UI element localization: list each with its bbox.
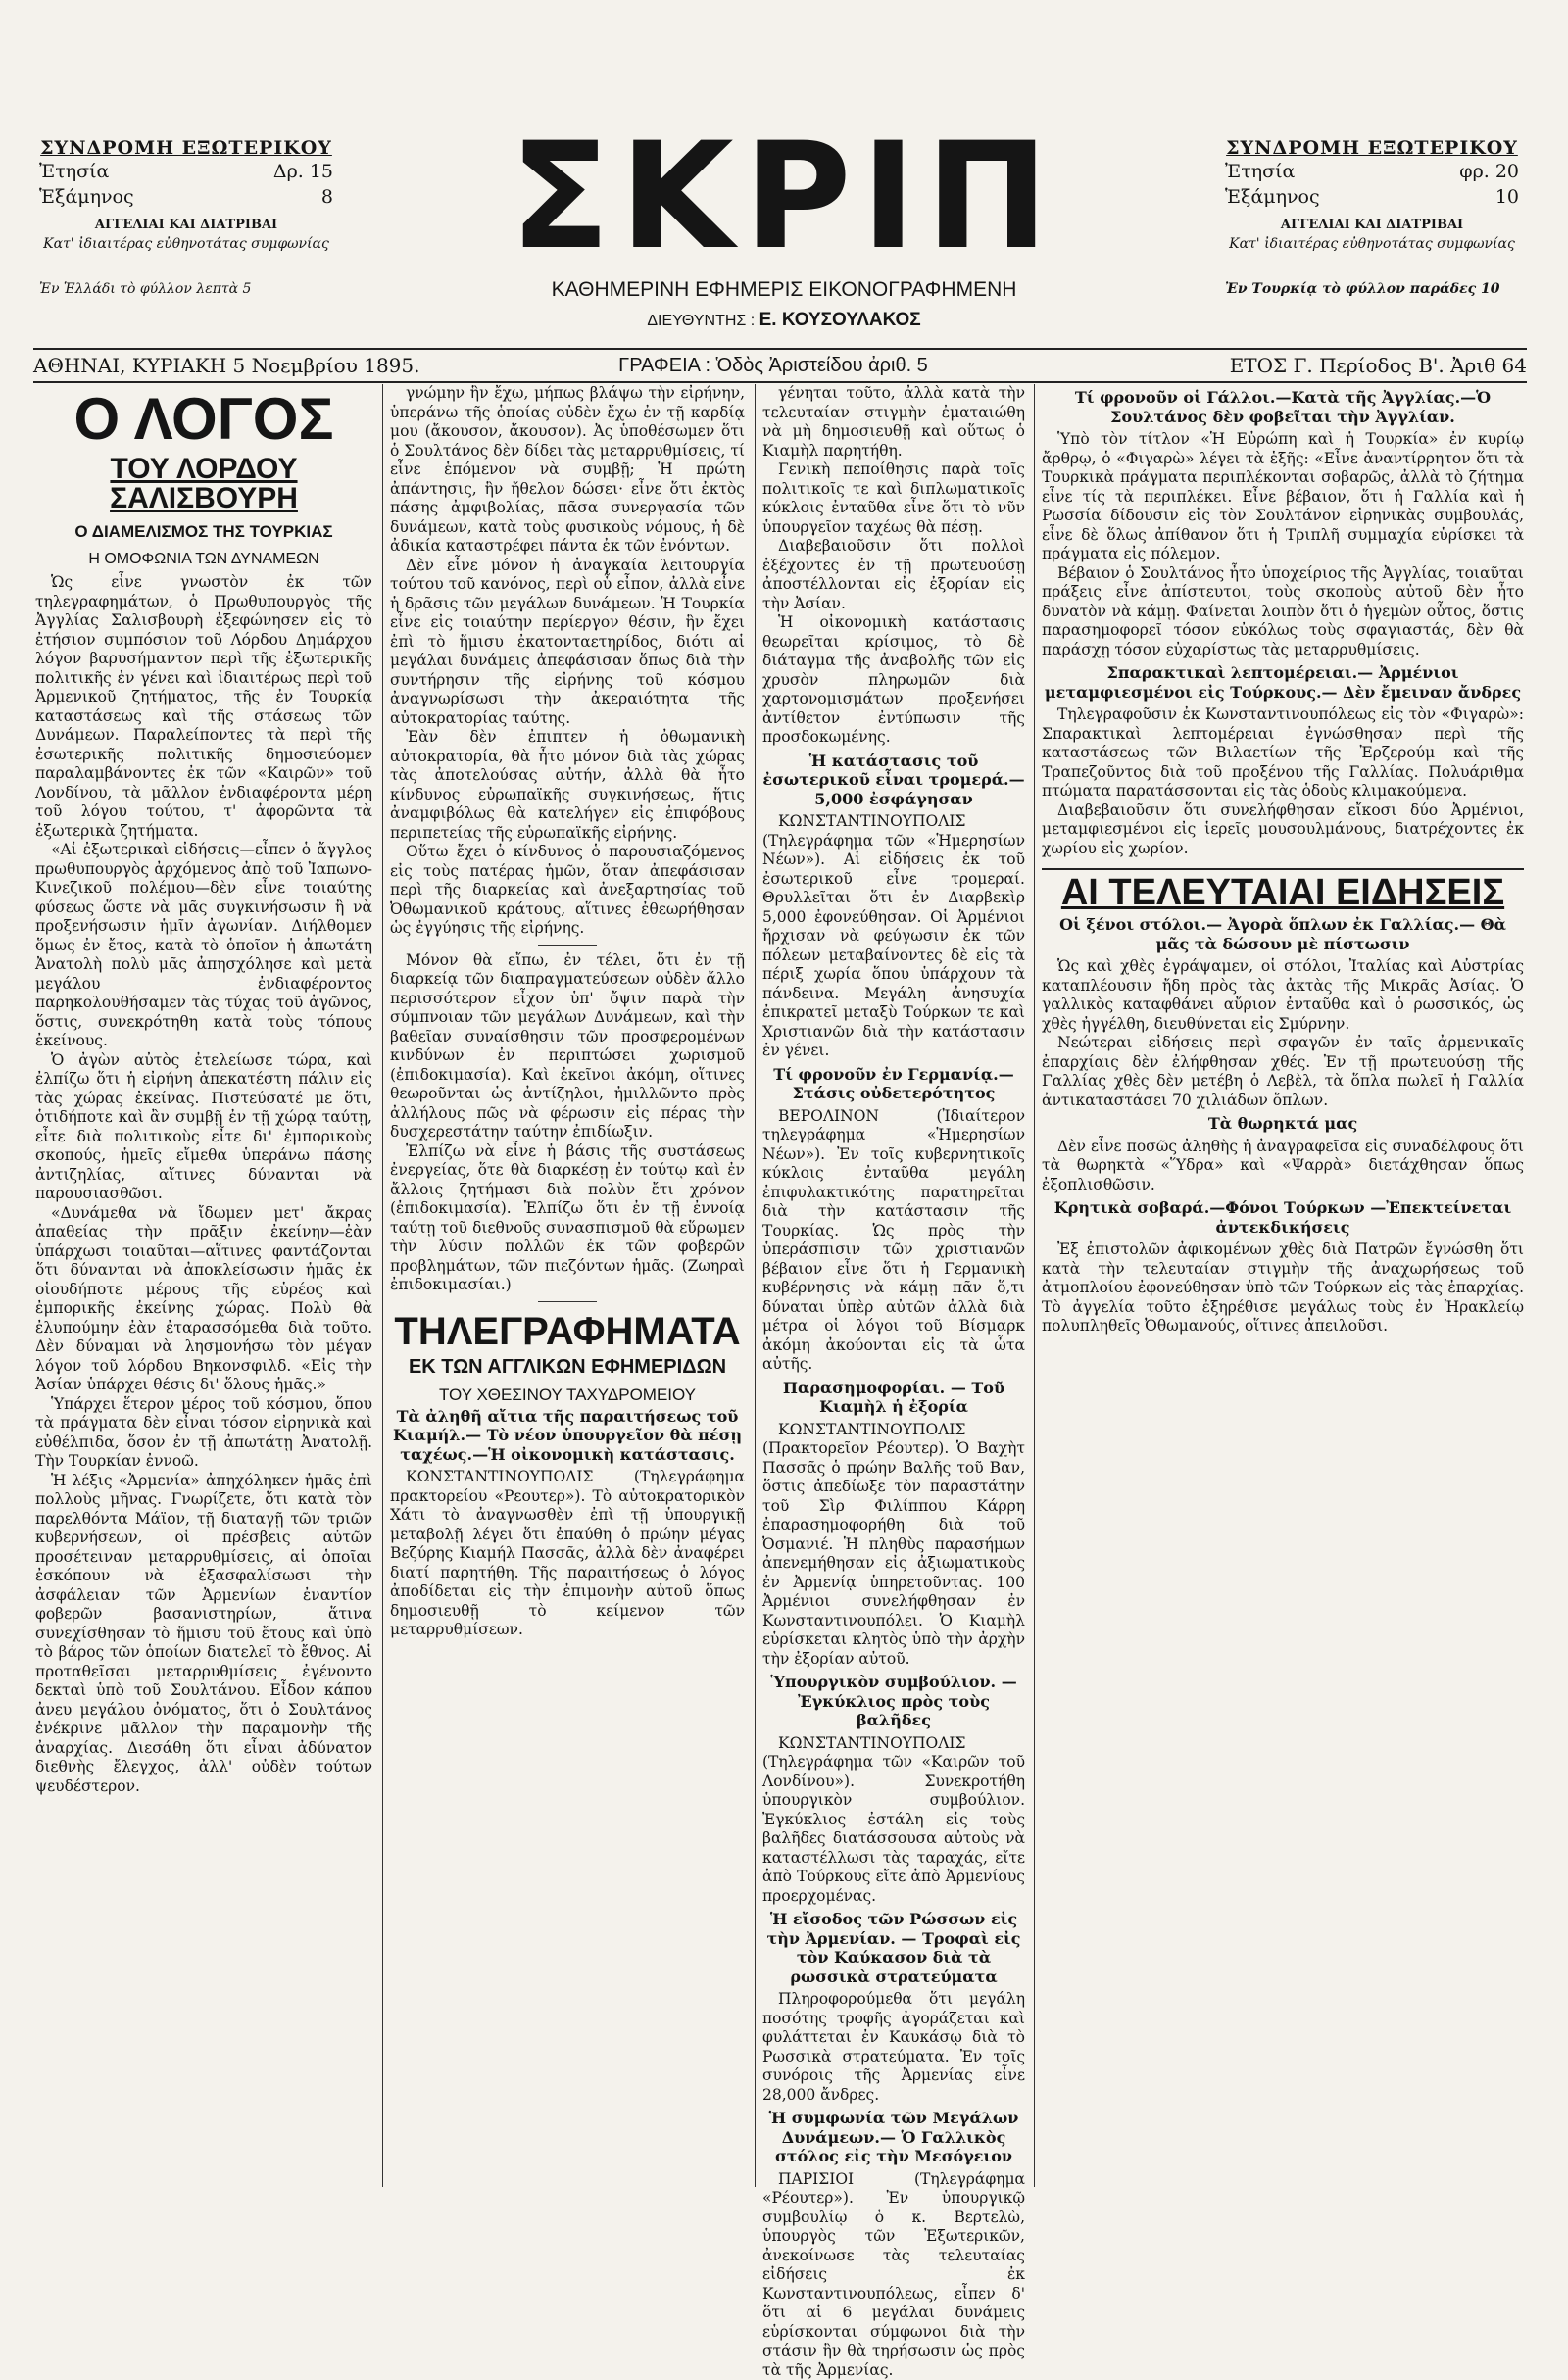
- subscription-row: [39, 159, 333, 184]
- column-1: [35, 384, 372, 2207]
- masthead: [412, 123, 1156, 331]
- article-paragraph: Πληροφορούμεθα ὅτι μεγάλη ποσότης τροφῆς ἀγοράζεται καὶ φυλάττεται ἐν Καυκάσῳ διὰ τὸ Ρωσσικὰ στρατεύματα. Ἐν τοῖς συνόροις τῆς Ἀρμενίας εἶνε 28,000 ἄνδρες.: [762, 1990, 1025, 2105]
- dateline: [33, 348, 1527, 383]
- article-heading: Ἡ εἴσοδος τῶν Ρώσσων εἰς τὴν Ἀρμενίαν. — Τροφαὶ εἰς τὸν Καύκασον διὰ τὰ ρωσσικὰ στρατεύματα: [762, 1910, 1025, 1986]
- column-2: [390, 384, 745, 2207]
- subscription-label: Ἑξάμηνος: [1225, 184, 1320, 210]
- article-paragraph: γνώμην ἣν ἔχω, μήπως βλάψω τὴν εἰρήνην, ὑπεράνω τῆς ὁποίας οὐδὲν ἔχω ἐν τῇ καρδίᾳ μου (ἄκουσον, ἄκουσον). Ἀς ὑποθέσωμεν ὅτι ὁ Σουλτάνος δὲν δίδει τὰς μεταρρυθμίσεις, τί εἶνε ἑπόμενον νὰ συμβῇ; Ἡ πρώτη ἀπάντησις, ἣν ἤθελον δώσει· εἶνε ὅτι ἐκτὸς πάσης ἀμφιβολίας, πᾶσα συνεργασία τῶν δυνάμεων, κατὰ τοὺς φυσικοὺς νόμους, ἡ δὲ ἀδικία καταστρέφει πάντα ἐκ τῶν ἐνόντων.: [390, 384, 745, 557]
- subscription-price: φρ. 20: [1459, 159, 1519, 184]
- tagline: ΚΑΘΗΜΕΡΙΝΗ ΕΦΗΜΕΡΙΣ ΕΙΚΟΝΟΓΡΑΦΗΜΕΝΗ: [412, 278, 1156, 302]
- subscription-price: 8: [321, 184, 333, 210]
- article-paragraph: Διαβεβαιοῦσιν ὅτι πολλοὶ ἐξέχοντες ἐν τῇ πρωτευούσῃ ἀποστέλλονται εἰς ἐξορίαν εἰς τὴν Ἀσίαν.: [762, 537, 1025, 613]
- article-paragraph: Ἡ λέξις «Ἀρμενία» ἀπηχόληκεν ἡμᾶς ἐπὶ πολλοὺς μῆνας. Γνωρίζετε, ὅτι κατὰ τὸν παρελθόντα Μάϊον, τῇ διαταγῇ τῶν τριῶν κυβερνήσεων, οἱ πρέσβεις αὐτῶν προσέτειναν μεταρρυθμίσεις, αἱ ὁποῖαι ἐσκόπουν νὰ ἐξασφαλίσωσι τὴν ἀσφάλειαν τῶν Ἀρμενίων ἐναντίον φοβερῶν βασανιστηρίων, ἅτινα συνεχίσθησαν τὸ ἥμισυ τοῦ ἔτους καὶ ὑπὸ τὸ βάρος τῶν ὁποίων διατελεῖ τὸ ἔθνος. Αἱ προταθεῖσαι μεταρρυθμίσεις ἐγένοντο δεκταὶ ὑπὸ τοῦ Σουλτάνου. Εἶδον κάπου ἀνευ μεγάλου ὀνόματος, ὅτι ὁ Σουλτάνος ἐνέκρινε μᾶλλον τὴν παραμονὴν τῆς ἀναρχίας. Διεσάθη ὅτι εἶναι ἀδύνατον διεθνὴς ἔλεγχος, ἀλλ' οὐδὲν τούτων ψευδέστερον.: [35, 1472, 372, 1797]
- article-paragraph: Διαβεβαιοῦσιν ὅτι συνελήφθησαν εἴκοσι δύο Ἀρμένιοι, μεταμφιεσμένοι εἰς ἱερεῖς μουσουλμάνους, διατρέχοντες ἐκ χωρίου εἰς χωρίον.: [1042, 801, 1524, 859]
- subscription-label: Ἐτησία: [39, 159, 109, 184]
- article-heading: Παρασημοφορίαι. — Τοῦ Κιαμὴλ ἡ ἐξορία: [762, 1379, 1025, 1417]
- sale-note: Ἐν Τουρκίᾳ τὸ φύλλον παράδες 10: [1225, 281, 1519, 297]
- article-heading: Τί φρονοῦν ἐν Γερμανίᾳ.—Στάσις οὐδετερότητος: [762, 1065, 1025, 1103]
- article-paragraph: Ὡς εἶνε γνωστὸν ἐκ τῶν τηλεγραφημάτων, ὁ Πρωθυπουργὸς τῆς Ἀγγλίας Σαλισβουρὴ ἐξεφώνησεν εἰς τὸ ἐτήσιον συμπόσιον τοῦ Λόρδου Δημάρχου λόγον βαρυσήμαντον περὶ τῆς ἐξωτερικῆς πολιτικῆς ἐν γένει καὶ ἰδιαιτέρως περὶ τοῦ Ἀρμενικοῦ ζητήματος, τῆς ἐν Τουρκίᾳ καταστάσεως καὶ τῆς στάσεως τῶν Δυνάμεων. Παραλείποντες τὰ περὶ τῆς ἐσωτερικῆς πολιτικῆς δημοσιεύομεν παραλαμβάνοντες ἐκ τῶν «Καιρῶν» τοῦ Λονδίνου, τὰ μᾶλλον ἐνδιαφέροντα μέρη τοῦ λόγου τούτου, τ' ἀφορῶντα τὰ ἐξωτερικὰ ζητήματα.: [35, 573, 372, 841]
- article-heading: Τὰ θωρηκτά μας: [1042, 1114, 1524, 1134]
- headline: ΑΙ ΤΕΛΕΥΤΑΙΑΙ ΕΙΔΗΣΕΙΣ: [1042, 874, 1524, 911]
- subscription-label: Ἐτησία: [1225, 159, 1295, 184]
- article-paragraph: ΚΩΝΣΤΑΝΤΙΝΟΥΠΟΛΙΣ (Πρακτορεῖον Ρέουτερ). Ὁ Βαχὴτ Πασσᾶς ὁ πρώην Βαλῆς τοῦ Βαν, ὅστις ἀπεδίωξε τὸν παραστάτην τοῦ Σὶρ Φιλίππου Κάρρη ἐπαρασημοφορήθη διὰ τοῦ Ὀσμανιέ. Ἡ πληθὺς παρασήμων ἀπενεμήθησαν εἰς ἀξιωματικοὺς ἐν Ἀρμενίᾳ ὑπηρετοῦντας. 100 Ἀρμένιοι συνελήφθησαν ἐν Κωνσταντινουπόλει. Ὁ Κιαμὴλ εὑρίσκεται κλητὸς ὑπὸ τὴν ἀρχὴν τὴν ἐξορίαν αὐτοῦ.: [762, 1421, 1025, 1670]
- subscription-row: [1225, 184, 1519, 210]
- article-paragraph: Μόνον θὰ εἴπω, ἐν τέλει, ὅτι ἐν τῇ διαρκείᾳ τῶν διαπραγματεύσεων οὐδὲν ἄλλο περισσότερον εἶχον ὑπ' ὄψιν παρὰ τὴν σύμπνοιαν τῶν μεγάλων Δυνάμεων, καὶ τὴν βαθεῖαν συναίσθησιν τῶν προσφερομένων κινδύνων ἐν περιπτώσει χωρισμοῦ (ἐπιδοκιμασία). Καὶ ἐκεῖνοι ἀκόμη, οἵτινες θεωροῦνται ὡς ἀντίζηλοι, ἠμιλλῶντο πρὸς ἀλλήλους πῶς νὰ φέρωσιν εἰς πέρας τὴν δυσχερεστάτην ταύτην ἐπιδίωξιν.: [390, 951, 745, 1142]
- subscription-title: ΣΥΝΔΡΟΜΗ ΕΞΩΤΕΡΙΚΟΥ: [1225, 137, 1519, 159]
- subscription-row: [39, 184, 333, 210]
- column-4: [1042, 384, 1524, 2207]
- director-name: Ε. ΚΟΥΣΟΥΛΑΚΟΣ: [760, 310, 921, 330]
- article-paragraph: Οὕτω ἔχει ὁ κίνδυνος ὁ παρουσιαζόμενος εἰς τοὺς πατέρας ἡμῶν, ὅταν ἀπεφάσισαν περὶ τῆς διαρκείας καὶ ἀνεξαρτησίας τοῦ Ὀθωμανικοῦ κράτους, αἵτινες ἐθεωρήθησαν ὡς ἐγγύησις τῆς εἰρήνης.: [390, 843, 745, 939]
- section-heading: Η ΟΜΟΦΩΝΙΑ ΤΩΝ ΔΥΝΑΜΕΩΝ: [35, 552, 372, 567]
- article-heading: Ἡ κατάστασις τοῦ ἐσωτερικοῦ εἶναι τρομερά.— 5,000 ἐσφάγησαν: [762, 752, 1025, 809]
- subheadline: ΕΚ ΤΩΝ ΑΓΓΛΙΚΩΝ ΕΦΗΜΕΡΙΔΩΝ: [390, 1357, 745, 1377]
- article-paragraph: ΠΑΡΙΣΙΟΙ (Τηλεγράφημα «Ρέουτερ»). Ἐν ὑπουργικῷ συμβουλίῳ ὁ κ. Βερτελὼ, ὑπουργὸς τῶν Ἐξωτερικῶν, ἀνεκοίνωσε τὰς τελευταίας εἰδήσεις ἐκ Κωνσταντινουπόλεως, εἶπεν δ' ὅτι αἱ 6 μεγάλαι δυνάμεις εὑρίσκονται σύμφωνοι διὰ τὴν στάσιν ἣν θὰ τηρήσωσιν ὡς πρὸς τὰ τῆς Ἀρμενίας.: [762, 2170, 1025, 2380]
- article-paragraph: Γενικὴ πεποίθησις παρὰ τοῖς πολιτικοῖς τε καὶ διπλωματικοῖς κύκλοις ἐνταῦθα εἶνε ὅτι τὸ νῦν ὑπουργεῖον ταχέως θὰ πέσῃ.: [762, 461, 1025, 537]
- article-paragraph: ΚΩΝΣΤΑΝΤΙΝΟΥΠΟΛΙΣ (Τηλεγράφημα τῶν «Καιρῶν τοῦ Λονδίνου»). Συνεκροτήθη ὑπουργικὸν συμβούλιον. Ἐγκύκλιος ἐστάλη εἰς τοὺς βαλῆδες διατάσσουσα αὐτοὺς νὰ καταστέλλωσι τὰς ταραχάς, εἴτε ἀπὸ Τούρκους εἴτε ἀπὸ Ἀρμενίους προερχομένας.: [762, 1734, 1025, 1907]
- subscription-box-right: [1225, 137, 1519, 297]
- article-paragraph: Ὡς καὶ χθὲς ἐγράψαμεν, οἱ στόλοι, Ἰταλίας καὶ Αὐστρίας καταπλέουσιν ἤδη πρὸς τὰς ἀκτὰς τῆς Μικρᾶς Ἀσίας. Ὁ γαλλικὸς καταφθάνει αὔριον ἐνταῦθα καὶ ὁ ρωσσικός, ὡς χθὲς ἠγγέλθη, διευθύνεται εἰς Σμύρνην.: [1042, 957, 1524, 1034]
- article-paragraph: Ὁ ἀγὼν αὐτὸς ἐτελείωσε τώρα, καὶ ἐλπίζω ὅτι ἡ εἰρήνη ἀπεκατέστη πάλιν εἰς τὰς χώρας ἐκείνας. Πιστεύσατέ με ὅτι, ὁτιδήποτε καὶ ἂν συμβῇ ἐν τῇ χώρᾳ ταύτῃ, εἶτε διὰ πολιτικοὺς εἶτε δι' ἐμπορικοὺς σκοπούς, ἡμεῖς εἴμεθα ὑπεράνω πάσης ἀντιζηλίας, αἵτινες δύνανται νὰ παρουσιασθῶσι.: [35, 1051, 372, 1204]
- director-line: [412, 310, 1156, 331]
- article-paragraph: Δὲν εἶνε μόνον ἡ ἀναγκαία λειτουργία τούτου τοῦ κανόνος, περὶ οὗ εἶπον, ἀλλὰ εἶνε ἡ δρᾶσις τῶν μεγάλων δυνάμεων. Ἡ Τουρκία εἶνε εἰς τοιαύτην περίεργον θέσιν, ἣν ἔχει ἐπὶ τὸ ἥμισυ ἐκατονταετηρίδος, διότι αἱ μεγάλαι δυνάμεις ἀπεφάσισαν ὅπως διὰ τὴν συντήρησιν τῆς εἰρήνης τοῦ κόσμου ἀναγνωρίσωσι τὴν ἀκεραιότητα τῆς αὐτοκρατορίας ταύτης.: [390, 557, 745, 729]
- newspaper-logo: ΣΚΡΙΠ: [412, 123, 1156, 270]
- column-3: [762, 384, 1025, 2207]
- subscription-box-left: [39, 137, 333, 297]
- headline: Ο ΛΟΓΟΣ: [35, 390, 372, 449]
- subscription-row: [1225, 159, 1519, 184]
- ads-title: ΑΓΓΕΛΙΑΙ ΚΑΙ ΔΙΑΤΡΙΒΑΙ: [39, 218, 333, 232]
- subscription-label: Ἑξάμηνος: [39, 184, 134, 210]
- headline: ΤΗΛΕΓΡΑΦΗΜΑΤΑ: [390, 1312, 745, 1351]
- article-heading: Σπαρακτικαὶ λεπτομέρειαι.— Ἀρμένιοι μεταμφιεσμένοι εἰς Τούρκους.— Δὲν ἔμειναν ἄνδρες: [1042, 663, 1524, 702]
- separator: [538, 945, 597, 946]
- article-paragraph: «Δυνάμεθα νὰ ἴδωμεν μετ' ἄκρας ἀπαθείας τὴν πρᾶξιν ἐκείνην—ἐὰν ὑπάρχωσι τοιαῦται—αἵτινες φαντάζονται ὅτι δύνανται νὰ ἀποκλείσωσιν ἡμᾶς ἐκ οἱουδήποτε μέρους τῆς εὑρέος καὶ ἐμπορικῆς ἐκείνης χώρας. Πολὺ θὰ ἐλυπούμην ἐὰν ἐταρασσόμεθα διὰ τοῦτο. Δὲν δύναμαι νὰ λησμονήσω τὸν μέγαν λόγον τοῦ λόρδου Βηκονσφιλδ. «Εἰς τὴν Ἀσίαν ὑπάρχει θέσις δι' ὅλους ἡμᾶς.»: [35, 1204, 372, 1395]
- article-heading: Ὑπουργικὸν συμβούλιον. — Ἐγκύκλιος πρὸς τοὺς βαλῆδες: [762, 1673, 1025, 1730]
- section-heading: ΤΟΥ ΧΘΕΣΙΝΟΥ ΤΑΧΥΔΡΟΜΕΙΟΥ: [390, 1386, 745, 1403]
- article-heading: Τί φρονοῦν οἱ Γάλλοι.—Κατὰ τῆς Ἀγγλίας.—Ὁ Σουλτάνος δὲν φοβεῖται τὴν Ἀγγλίαν.: [1042, 388, 1524, 426]
- article-heading: Τὰ ἀληθῆ αἴτια τῆς παραιτήσεως τοῦ Κιαμήλ.— Τὸ νέον ὑπουργεῖον θὰ πέσῃ ταχέως.—Ἡ οἰκονομικὴ κατάστασις.: [390, 1407, 745, 1465]
- subscription-title: ΣΥΝΔΡΟΜΗ ΕΞΩΤΕΡΙΚΟΥ: [39, 137, 333, 159]
- column-rule: [1034, 384, 1035, 2187]
- article-heading: Οἱ ξένοι στόλοι.— Ἀγορὰ ὅπλων ἐκ Γαλλίας.— Θὰ μᾶς τὰ δώσουν μὲ πίστωσιν: [1042, 915, 1524, 953]
- subscription-price: 10: [1495, 184, 1519, 210]
- article-heading: Ἡ συμφωνία τῶν Μεγάλων Δυνάμεων.— Ὁ Γαλλικὸς στόλος εἰς τὴν Μεσόγειον: [762, 2109, 1025, 2166]
- article-paragraph: Τηλεγραφοῦσιν ἐκ Κωνσταντινουπόλεως εἰς τὸν «Φιγαρὼ»: Σπαρακτικαὶ λεπτομέρειαι ἐγνώσθησαν περὶ τῆς καταστάσεως τῶν Βιλαετίων τῆς Ἐρζερούμ καὶ τῆς Τραπεζοῦντος διὰ τοῦ προξένου τῆς Γαλλίας. Πολυάριθμα πτώματα παρατάσσονται εἰς τὰς ὁδοὺς κλιμακούμενα.: [1042, 705, 1524, 801]
- article-paragraph: Νεώτεραι εἰδήσεις περὶ σφαγῶν ἐν ταῖς ἀρμενικαῖς ἐπαρχίαις δὲν ἐλήφθησαν χθές. Ἐν τῇ πρωτευούσῃ τῆς Γαλλίας χθὲς δὲν μετέβη ὁ Λεβὲλ, τὰ ὅπλα πωλεῖ ἡ Γαλλία ἀντικαταστάσει 70 χιλιάδων ὅπλων.: [1042, 1034, 1524, 1110]
- article-paragraph: Ἐὰν δὲν ἐπιπτεν ἡ ὀθωμανικὴ αὐτοκρατορία, θὰ ἦτο μόνον διὰ τὰς χώρας τὰς ἀποτελούσας αὐτήν, ἀλλὰ θὰ ἦτο κίνδυνος εὐρωπαϊκῆς συγκινήσεως, ἥτις ἀναμφιβόλως θὰ κατελήγεν εἰς ἐπιφόβους περιπετείας τῆς εὐρωπαϊκῆς εἰρήνης.: [390, 728, 745, 843]
- article-heading: Κρητικὰ σοβαρά.—Φόνοι Τούρκων —Ἐπεκτείνεται ἀντεκδικήσεις: [1042, 1198, 1524, 1237]
- section-heading: Ο ΔΙΑΜΕΛΙΣΜΟΣ ΤΗΣ ΤΟΥΡΚΙΑΣ: [35, 523, 372, 540]
- article-paragraph: «Αἱ ἐξωτερικαὶ εἰδήσεις—εἶπεν ὁ ἄγγλος πρωθυπουργὸς ἀρχόμενος ἀπὸ τοῦ Ἰαπωνο-Κινεζικοῦ πολέμου—δὲν εἶνε τοιαύτης φύσεως ὥστε νὰ μᾶς συγκινήσωσιν ἢ νὰ προξενήσωσιν ἡμῖν ἀγωνίαν. Διήλθομεν ὅμως ἐν ἔτος, κατὰ τὸ ὁποῖον ἡ ἀπωτάτη Ἀνατολὴ πολὺ μᾶς ἀπησχόλησε καὶ μετὰ μεγάλου ἐνδιαφέροντος παρηκολουθήσαμεν τὰς τύχας τοῦ ἀγῶνος, ὅστις, συνεκρότηθη κατὰ τοὺς τόπους ἐκείνους.: [35, 841, 372, 1051]
- article-paragraph: Ὑπάρχει ἕτερον μέρος τοῦ κόσμου, ὅπου τὰ πράγματα δὲν εἶναι τόσον εἰρηνικὰ καὶ εὐθέλπιδα, ὅσον ἐν τῇ ἀπωτάτῃ Ἀνατολῇ. Τὴν Τουρκίαν ἐννοῶ.: [35, 1395, 372, 1472]
- subheadline: ΤΟΥ ΛΟΡΔΟΥ ΣΑΛΙΣΒΟΥΡΗ: [35, 455, 372, 513]
- article-paragraph: Ἐλπίζω νὰ εἶνε ἡ βάσις τῆς συστάσεως ἐνεργείας, ὅτε θὰ διαρκέσῃ ἐν τούτῳ καὶ ἐν ἄλλοις ζητήμασι διὰ πολὺν ἔτι χρόνον (ἐπιδοκιμασία). Ἐλπίζω ὅτι ἐν τῇ ἐννοίᾳ ταύτῃ τοῦ διεθνοῦς συνασπισμοῦ θὰ εὕρωμεν τὴν λύσιν πολλῶν ἐκ τῶν φοβερῶν προβλημάτων, τῶν πιεζόντων ἡμᾶς. (Ζωηραὶ ἐπιδοκιμασίαι.): [390, 1142, 745, 1295]
- article-paragraph: ΚΩΝΣΤΑΝΤΙΝΟΥΠΟΛΙΣ (Τηλεγράφημα πρακτορείου «Ρεουτερ»). Τὸ αὐτοκρατορικὸν Χάτι τὸ ἀναγνωσθὲν ἐπὶ τῇ ὑπουργικῇ μεταβολῇ λέγει ὅτι ἐπαύθη ὁ πρώην μέγας Βεζύρης Κιαμήλ Πασσᾶς, ἀλλὰ δὲν ἀναφέρει διατί παρητήθη. Τῆς παραιτήσεως ὁ λόγος ἀποδίδεται εἰς τὴν ἐπιμονὴν αὐτοῦ ὅπως δημοσιευθῇ τὸ κείμενον τῶν μεταρρυθμίσεων.: [390, 1468, 745, 1640]
- article-paragraph: Ὑπὸ τὸν τίτλον «Ἡ Εὐρώπη καὶ ἡ Τουρκία» ἐν κυρίῳ ἄρθρῳ, ὁ «Φιγαρὼ» λέγει τὰ ἑξῆς: «Εἶνε ἀναντίρρητον ὅτι τὰ Τουρκικὰ πράγματα περιπλέκονται σοβαρῶς, ἀλλὰ τὸ ζήτημα εἶνε τίς τὰ περιπλέκει. Εἶνε βέβαιον, ὅτι ἡ Γαλλία καὶ ἡ Ρωσσία δίδουσιν εἰς τὸν Σουλτάνον εἰρηνικὰς συμβουλάς, εἶνε δὲ ὅλως ἀπίθανον ὅτι ἡ Τριπλῆ συμμαχία εὑρίσκει τὰ πράγματα εἰς πόλεμον.: [1042, 430, 1524, 564]
- separator: [538, 1301, 597, 1302]
- article-paragraph: Δὲν εἶνε ποσῶς ἀληθὴς ἡ ἀναγραφεῖσα εἰς συναδέλφους ὅτι τὰ θωρηκτὰ «Ὕδρα» καὶ «Ψαρρὰ» διετάχθησαν ὅπως ἐξοπλισθῶσιν.: [1042, 1138, 1524, 1195]
- article-paragraph: Βέβαιον ὁ Σουλτάνος ἦτο ὑποχείριος τῆς Ἀγγλίας, τοιαῦται πράξεις εἶνε ἀπίστευτοι, τοὺς σκοποὺς αὐτοῦ δὲν ἦτο δυνατὸν νὰ κάμῃ. Φαίνεται λοιπὸν ὅτι ὁ ἡγεμὼν οὗτος, ὅστις παρασημοφορεῖ τόσον εὐκόλως τοὺς σφαγιαστάς, δὲν θὰ παράσχῃ τόσον εὐχαρίστως τὰς μεταρρυθμίσεις.: [1042, 564, 1524, 660]
- sale-note: Ἐν Ἑλλάδι τὸ φύλλον λεπτὰ 5: [39, 281, 333, 297]
- article-paragraph: ΒΕΡΟΛΙΝΟΝ (Ἰδιαίτερον τηλεγράφημα «Ἡμερησίων Νέων»). Ἐν τοῖς κυβερνητικοῖς κύκλοις ἐνταῦθα μεγάλη ἐπιφυλακτικότης παρατηρεῖται διὰ τὴν κατάστασιν τῆς Τουρκίας. Ὡς πρὸς τὴν ὑπεράσπισιν τῶν χριστιανῶν βέβαιον εἶνε ὅτι ἡ Γερμανικὴ κυβέρνησις νὰ κάμῃ πᾶν ὅ,τι δύναται ὑπὲρ αὐτῶν ἀλλὰ διὰ μέτρα οἱ λόγοι τοῦ Βίσμαρκ ἀκόμη ἀκούονται εἰς τὰ ὦτα αὐτῆς.: [762, 1107, 1025, 1375]
- issue-number: ΕΤΟΣ Γ. Περίοδος Β'. Ἀριθ 64: [1004, 354, 1527, 377]
- article-paragraph: Ἐξ ἐπιστολῶν ἀφικομένων χθὲς διὰ Πατρῶν ἔγνώσθη ὅτι κατὰ τὴν τελευταίαν στιγμὴν τῆς ἀναχωρήσεως τοῦ ἀτμοπλοίου ἐφονεύθησαν ὑπὸ τῶν Τούρκων εἰς τὰς ἐπαρχίας. Τὸ ἀγγελία τοῦτο ἐξηρέθισε μεγάλως τοὺς ἐν Ἡρακλείῳ πολυπληθεῖς Ὀθωμανούς, οἵτινες ἀπειλοῦσι.: [1042, 1240, 1524, 1336]
- ads-note: Κατ' ἰδιαιτέρας εὐθηνοτάτας συμφωνίας: [1225, 236, 1519, 252]
- offices-address: ΓΡΑΦΕΙΑ : Ὁδὸς Ἀριστείδου ἀριθ. 5: [543, 355, 1004, 377]
- article-paragraph: ΚΩΝΣΤΑΝΤΙΝΟΥΠΟΛΙΣ (Τηλεγράφημα τῶν «Ἡμερησίων Νέων»). Αἱ εἰδήσεις ἐκ τοῦ ἐσωτερικοῦ εἶνε τρομεραί. Θρυλλεῖται ὅτι ἐν Διαρβεκὶρ 5,000 ἐφονεύθησαν. Οἱ Ἀρμένιοι ἤρχισαν νὰ φεύγωσιν ἐκ τῶν πόλεων μεταβαίνοντες δὲ εἰς τὰ πέριξ χωρία ὅπου ὑπάρχουν τὰ πάνδεινα. Μεγάλη ἀνησυχία ἐπικρατεῖ μεταξὺ Τούρκων τε καὶ Χριστιανῶν διὰ τὴν κατάστασιν ἐν γένει.: [762, 812, 1025, 1061]
- subscription-price: Δρ. 15: [273, 159, 333, 184]
- issue-date: ΑΘΗΝΑΙ, ΚΥΡΙΑΚΗ 5 Νοεμβρίου 1895.: [33, 354, 543, 377]
- section-divider: [1042, 868, 1524, 870]
- ads-note: Κατ' ἰδιαιτέρας εὐθηνοτάτας συμφωνίας: [39, 236, 333, 252]
- director-label: ΔΙΕΥΘΥΝΤΗΣ :: [647, 313, 755, 329]
- column-rule: [755, 384, 756, 2187]
- article-paragraph: γένηται τοῦτο, ἀλλὰ κατὰ τὴν τελευταίαν στιγμὴν ἐματαιώθη νὰ μὴ δημοσιευθῇ καὶ οὕτως ὁ Κιαμὴλ παρητήθη.: [762, 384, 1025, 461]
- article-paragraph: Ἡ οἰκονομικὴ κατάστασις θεωρεῖται κρίσιμος, τὸ δὲ διάταγμα τῆς ἀναβολῆς τῶν εἰς χρυσὸν πληρωμῶν διὰ χαρτονομισμάτων προξενήσει ἀντίθετον ἐντύπωσιν τῆς προσδοκωμένης.: [762, 613, 1025, 748]
- column-rule: [382, 384, 383, 2187]
- ads-title: ΑΓΓΕΛΙΑΙ ΚΑΙ ΔΙΑΤΡΙΒΑΙ: [1225, 218, 1519, 232]
